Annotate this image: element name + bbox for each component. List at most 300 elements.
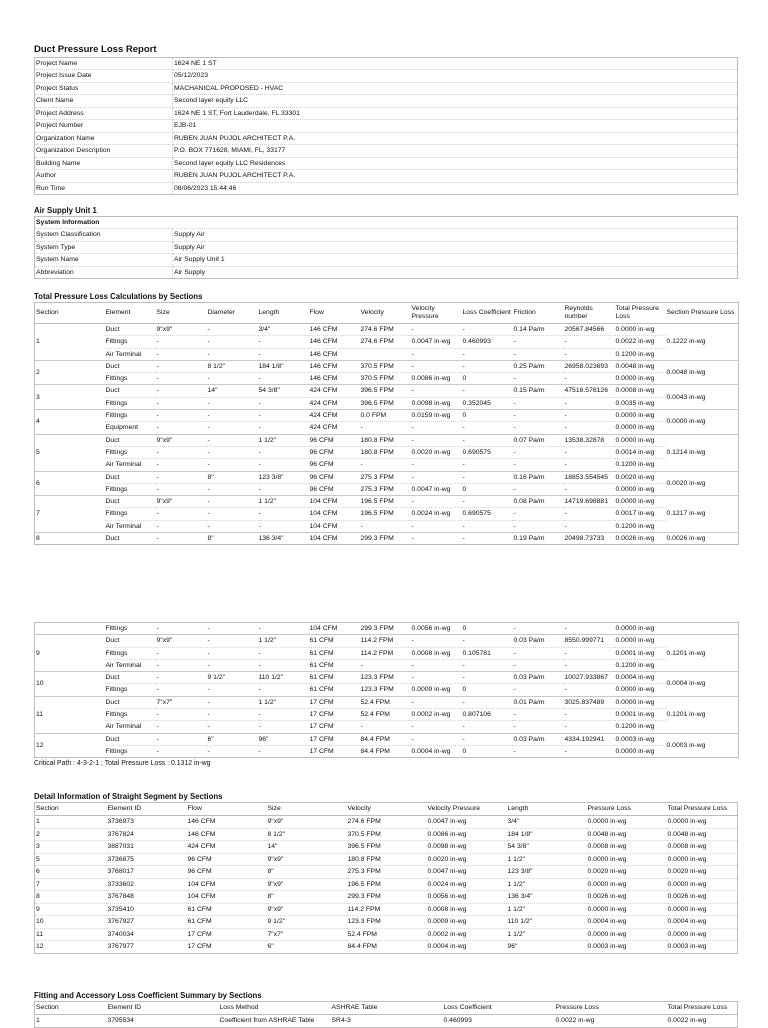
- table-row: [35, 434, 739, 446]
- table-cell: Fittings: [105, 684, 156, 696]
- report-title: Duct Pressure Loss Report: [34, 44, 157, 55]
- table-cell: 0.0020 in-wg: [587, 866, 667, 879]
- table-cell: 104 CFM: [187, 891, 267, 904]
- table-cell: -: [156, 385, 207, 397]
- table-cell: 6": [207, 733, 258, 745]
- table-cell: 84.4 FPM: [360, 733, 411, 745]
- column-header: Velocity Pressure: [427, 803, 507, 816]
- table-cell: -: [513, 659, 564, 671]
- table-cell: -: [411, 360, 462, 372]
- table-cell: 0.0047 in-wg: [427, 866, 507, 879]
- table-cell: 0.1200 in-wg: [615, 659, 666, 671]
- table-row: [35, 745, 739, 757]
- table-cell: -: [513, 422, 564, 434]
- table-cell: 8": [207, 471, 258, 483]
- table-cell: 7: [35, 878, 107, 891]
- table-cell: 424 CFM: [309, 385, 360, 397]
- table-cell: 3733602: [107, 878, 187, 891]
- kv-value: Second layer equity LLC: [173, 95, 738, 107]
- table-cell: [360, 348, 411, 360]
- kv-row: [35, 95, 738, 107]
- table-cell: 17 CFM: [309, 733, 360, 745]
- table-cell: 0.0000 in-wg: [615, 684, 666, 696]
- table-cell: 12: [35, 941, 107, 954]
- table-cell: 6: [35, 866, 107, 879]
- table-cell: 0.0159 in-wg: [411, 410, 462, 422]
- column-header: Total Pressure Loss: [615, 303, 666, 324]
- table-cell: -: [156, 533, 207, 545]
- table-cell: 0.0008 in-wg: [411, 647, 462, 659]
- kv-label: Project Number: [35, 120, 173, 132]
- kv-value: 05/12/2023: [173, 70, 738, 82]
- kv-value: 1624 NE 1 ST, Fort Lauderdale, FL 33301: [173, 107, 738, 119]
- table-cell: -: [513, 623, 564, 635]
- table-cell: 0.0009 in-wg: [427, 916, 507, 929]
- kv-value: Second layer equity LLC Residences: [173, 157, 738, 169]
- table-row: [35, 459, 739, 471]
- column-header: Friction: [513, 303, 564, 324]
- table-cell: -: [258, 659, 309, 671]
- table-cell: -: [258, 336, 309, 348]
- table-cell: Duct: [105, 471, 156, 483]
- kv-row: [35, 70, 738, 82]
- table-cell: 0.0035 in-wg: [615, 397, 666, 409]
- table-cell: -: [513, 721, 564, 733]
- kv-value: 08/06/2023 15:44:46: [173, 182, 738, 194]
- table-cell: 196.5 FPM: [347, 878, 427, 891]
- table-cell: -: [564, 745, 615, 757]
- column-header: Loss Coefficient: [462, 303, 513, 324]
- table-cell: -: [513, 446, 564, 458]
- table-cell: Air Terminal: [105, 520, 156, 532]
- table-cell: -: [156, 397, 207, 409]
- table-cell: 9"x9": [156, 496, 207, 508]
- table-row: [35, 733, 739, 745]
- table-cell: 0.0000 in-wg: [667, 878, 738, 891]
- table-cell: 96 CFM: [309, 434, 360, 446]
- table-cell: 0.0086 in-wg: [427, 828, 507, 841]
- table-cell: -: [564, 623, 615, 635]
- table-cell: -: [462, 721, 513, 733]
- table-cell: -: [258, 745, 309, 757]
- table-cell: 180.8 FPM: [360, 446, 411, 458]
- table-cell: 0.0 FPM: [360, 410, 411, 422]
- table-cell: 0: [462, 684, 513, 696]
- kv-row: [35, 266, 738, 278]
- table-cell: 14": [207, 385, 258, 397]
- column-header: Section: [35, 803, 107, 816]
- table-cell: 0.0000 in-wg: [615, 745, 666, 757]
- section-pressure-loss: 0.0004 in-wg: [666, 672, 739, 697]
- table-cell: Duct: [105, 733, 156, 745]
- table-cell: 0.15 Pa/m: [513, 385, 564, 397]
- section-number: 4: [35, 410, 105, 435]
- kv-label: Project Status: [35, 82, 173, 94]
- table-cell: SR4-3: [331, 1015, 443, 1028]
- table-cell: -: [462, 348, 513, 360]
- column-header: Element ID: [107, 1002, 219, 1015]
- table-cell: 96": [507, 941, 587, 954]
- table-cell: 0.0003 in-wg: [667, 941, 738, 954]
- table-cell: -: [207, 684, 258, 696]
- table-cell: -: [207, 745, 258, 757]
- table-cell: 0.0004 in-wg: [667, 916, 738, 929]
- table-cell: -: [156, 709, 207, 721]
- table-row: [35, 324, 739, 336]
- table-cell: 0.0024 in-wg: [411, 508, 462, 520]
- table-cell: -: [258, 446, 309, 458]
- table-cell: 96 CFM: [309, 459, 360, 471]
- table-cell: 0.0026 in-wg: [615, 533, 666, 545]
- table-cell: 184 1/8": [507, 828, 587, 841]
- table-cell: 52.4 FPM: [347, 928, 427, 941]
- table-cell: 104 CFM: [309, 520, 360, 532]
- table-cell: -: [207, 336, 258, 348]
- table-row: [35, 623, 739, 635]
- table-cell: 0.0000 in-wg: [587, 853, 667, 866]
- table-cell: 0.0048 in-wg: [615, 360, 666, 372]
- table-cell: 1 1/2": [258, 496, 309, 508]
- table-cell: 0.0000 in-wg: [667, 853, 738, 866]
- table-cell: 3767824: [107, 828, 187, 841]
- table-cell: -: [207, 348, 258, 360]
- table-row: [35, 709, 739, 721]
- table-cell: 0.0008 in-wg: [427, 903, 507, 916]
- table-cell: -: [207, 422, 258, 434]
- table-cell: 0.0020 in-wg: [667, 866, 738, 879]
- table-cell: 0: [462, 745, 513, 757]
- table-cell: 9"x9": [267, 878, 347, 891]
- table-cell: 1: [35, 1015, 107, 1028]
- table-cell: 0.0000 in-wg: [667, 928, 738, 941]
- table-cell: -: [156, 520, 207, 532]
- table-cell: 0.0000 in-wg: [615, 324, 666, 336]
- table-cell: 299.3 FPM: [360, 533, 411, 545]
- table-cell: -: [156, 348, 207, 360]
- table-cell: -: [156, 733, 207, 745]
- table-cell: -: [564, 336, 615, 348]
- table-cell: 96 CFM: [187, 866, 267, 879]
- table-row: [35, 1015, 738, 1028]
- column-header: Velocity Pressure: [411, 303, 462, 324]
- table-cell: 370.5 FPM: [360, 373, 411, 385]
- table-cell: -: [564, 348, 615, 360]
- table-cell: 13538.32878: [564, 434, 615, 446]
- table-row: [35, 446, 739, 458]
- kv-value: EJB-01: [173, 120, 738, 132]
- table-cell: 1 1/2": [507, 853, 587, 866]
- table-cell: 3767977: [107, 941, 187, 954]
- table-cell: -: [462, 496, 513, 508]
- table-cell: 61 CFM: [309, 659, 360, 671]
- section-number: 1: [35, 324, 105, 361]
- table-row: [35, 828, 738, 841]
- table-cell: 20567.84566: [564, 324, 615, 336]
- kv-label: Project Address: [35, 107, 173, 119]
- table-cell: Duct: [105, 635, 156, 647]
- table-cell: 3887031: [107, 841, 187, 854]
- table-cell: 47516.576126: [564, 385, 615, 397]
- table-cell: 0.0047 in-wg: [411, 483, 462, 495]
- kv-row: [35, 82, 738, 94]
- table-cell: 0.0000 in-wg: [615, 623, 666, 635]
- section-pressure-loss: 0.1201 in-wg: [666, 696, 739, 733]
- table-cell: -: [156, 471, 207, 483]
- table-cell: 0.0000 in-wg: [615, 434, 666, 446]
- table-cell: 61 CFM: [187, 916, 267, 929]
- table-cell: 123.3 FPM: [347, 916, 427, 929]
- table-cell: -: [207, 459, 258, 471]
- straight-segment-title: Detail Information of Straight Segment by Sections: [34, 792, 223, 801]
- table-cell: 0.0020 in-wg: [411, 446, 462, 458]
- table-cell: -: [207, 410, 258, 422]
- table-cell: -: [513, 709, 564, 721]
- table-cell: 17 CFM: [187, 928, 267, 941]
- system-section: [34, 205, 737, 279]
- table-cell: 0.03 Pa/m: [513, 635, 564, 647]
- table-cell: 9 1/2": [267, 916, 347, 929]
- section-pressure-loss: 0.0020 in-wg: [666, 471, 739, 496]
- table-cell: 136 3/4": [258, 533, 309, 545]
- table-cell: 0.0020 in-wg: [615, 471, 666, 483]
- table-cell: 0.0047 in-wg: [427, 816, 507, 829]
- table-cell: 0.690575: [462, 446, 513, 458]
- table-row: [35, 336, 739, 348]
- table-cell: 0.0098 in-wg: [411, 397, 462, 409]
- table-cell: 8": [267, 891, 347, 904]
- table-cell: 146 CFM: [309, 348, 360, 360]
- table-cell: 17 CFM: [309, 745, 360, 757]
- table-cell: 136 3/4": [507, 891, 587, 904]
- table-cell: -: [207, 508, 258, 520]
- table-cell: -: [207, 709, 258, 721]
- table-cell: 3025.837489: [564, 696, 615, 708]
- table-cell: Duct: [105, 533, 156, 545]
- table-cell: -: [156, 373, 207, 385]
- table-cell: -: [411, 496, 462, 508]
- table-cell: 2: [35, 828, 107, 841]
- table-cell: -: [513, 684, 564, 696]
- table-cell: 0.0000 in-wg: [615, 496, 666, 508]
- table-cell: -: [564, 446, 615, 458]
- table-cell: 0.0001 in-wg: [615, 709, 666, 721]
- column-header: Section: [35, 303, 105, 324]
- table-cell: 52.4 FPM: [360, 696, 411, 708]
- table-cell: 0.01 Pa/m: [513, 696, 564, 708]
- column-header: Pressure Loss: [587, 803, 667, 816]
- table-cell: 0.0022 in-wg: [555, 1015, 667, 1028]
- table-cell: -: [462, 733, 513, 745]
- table-cell: -: [156, 422, 207, 434]
- table-cell: -: [513, 483, 564, 495]
- total-loss-section: [34, 291, 737, 545]
- kv-label: System Name: [35, 254, 173, 266]
- total-loss-continued: [34, 622, 737, 769]
- kv-row: [35, 132, 738, 144]
- table-cell: 0.0000 in-wg: [587, 816, 667, 829]
- table-cell: 0.352045: [462, 397, 513, 409]
- table-cell: 9"x9": [267, 816, 347, 829]
- table-cell: 8 1/2": [267, 828, 347, 841]
- kv-header-row: [35, 217, 738, 229]
- table-cell: 17 CFM: [187, 941, 267, 954]
- column-header: Loss Method: [219, 1002, 331, 1015]
- column-header: Flow: [309, 303, 360, 324]
- table-cell: Fittings: [105, 623, 156, 635]
- table-cell: 96": [258, 733, 309, 745]
- table-cell: 146 CFM: [187, 828, 267, 841]
- table-cell: Air Terminal: [105, 348, 156, 360]
- table-cell: 1 1/2": [507, 878, 587, 891]
- table-row: [35, 471, 739, 483]
- table-cell: 123 3/8": [507, 866, 587, 879]
- table-cell: 54 3/8": [258, 385, 309, 397]
- table-cell: 10: [35, 916, 107, 929]
- column-header: ASHRAE Table: [331, 1002, 443, 1015]
- table-cell: -: [207, 635, 258, 647]
- table-cell: 5: [35, 853, 107, 866]
- table-cell: -: [207, 324, 258, 336]
- table-cell: 0.0000 in-wg: [615, 483, 666, 495]
- table-cell: 3736875: [107, 853, 187, 866]
- table-cell: 0.0000 in-wg: [667, 816, 738, 829]
- table-cell: 274.6 FPM: [360, 324, 411, 336]
- table-row: [35, 647, 739, 659]
- table-cell: 84.4 FPM: [347, 941, 427, 954]
- table-cell: 274.6 FPM: [347, 816, 427, 829]
- table-cell: -: [207, 373, 258, 385]
- table-cell: -: [462, 360, 513, 372]
- table-cell: 7"x7": [156, 696, 207, 708]
- table-cell: Duct: [105, 696, 156, 708]
- table-cell: 0: [462, 483, 513, 495]
- table-row: [35, 533, 739, 545]
- table-cell: Fittings: [105, 336, 156, 348]
- table-cell: 0.1200 in-wg: [615, 520, 666, 532]
- total-loss-title: Total Pressure Loss Calculations by Sections: [34, 292, 203, 301]
- table-cell: -: [360, 520, 411, 532]
- table-cell: -: [564, 709, 615, 721]
- table-cell: -: [462, 696, 513, 708]
- table-cell: 9"x9": [156, 434, 207, 446]
- table-cell: -: [156, 672, 207, 684]
- table-cell: -: [258, 721, 309, 733]
- table-row: [35, 385, 739, 397]
- table-cell: 123.3 FPM: [360, 672, 411, 684]
- table-cell: 104 CFM: [309, 533, 360, 545]
- table-cell: 146 CFM: [309, 324, 360, 336]
- table-cell: -: [411, 385, 462, 397]
- section-number: 5: [35, 434, 105, 471]
- table-cell: 196.5 FPM: [360, 496, 411, 508]
- section-pressure-loss: 0.0003 in-wg: [666, 733, 739, 758]
- table-cell: Fittings: [105, 508, 156, 520]
- kv-row: [35, 120, 738, 132]
- table-cell: 14": [267, 841, 347, 854]
- table-cell: 0.25 Pa/m: [513, 360, 564, 372]
- kv-label: Project Issue Date: [35, 70, 173, 82]
- table-cell: -: [207, 483, 258, 495]
- table-cell: 1 1/2": [258, 434, 309, 446]
- kv-row: [35, 58, 738, 70]
- table-cell: 0.0004 in-wg: [615, 672, 666, 684]
- table-cell: 104 CFM: [187, 878, 267, 891]
- table-cell: 8550.999771: [564, 635, 615, 647]
- table-cell: -: [258, 459, 309, 471]
- table-cell: -: [207, 721, 258, 733]
- table-cell: -: [462, 324, 513, 336]
- table-cell: -: [513, 459, 564, 471]
- table-row: [35, 941, 738, 954]
- table-cell: 0.0002 in-wg: [411, 709, 462, 721]
- table-cell: 52.4 FPM: [360, 709, 411, 721]
- table-cell: 196.5 FPM: [360, 508, 411, 520]
- table-cell: 0.0020 in-wg: [427, 853, 507, 866]
- kv-row: [35, 182, 738, 194]
- kv-row: [35, 229, 738, 241]
- table-row: [35, 903, 738, 916]
- table-cell: -: [513, 397, 564, 409]
- kv-label: Building Name: [35, 157, 173, 169]
- table-cell: -: [513, 647, 564, 659]
- table-cell: Duct: [105, 672, 156, 684]
- table-cell: -: [411, 422, 462, 434]
- table-cell: -: [462, 659, 513, 671]
- table-cell: 104 CFM: [309, 508, 360, 520]
- table-cell: -: [462, 520, 513, 532]
- table-cell: 0.0014 in-wg: [615, 446, 666, 458]
- table-cell: 9 1/2": [207, 672, 258, 684]
- table-row: [35, 928, 738, 941]
- table-cell: Fittings: [105, 709, 156, 721]
- table-cell: -: [258, 348, 309, 360]
- table-row: [35, 422, 739, 434]
- table-cell: 3768017: [107, 866, 187, 879]
- table-cell: 61 CFM: [309, 635, 360, 647]
- table-row: [35, 508, 739, 520]
- column-header: Size: [156, 303, 207, 324]
- table-cell: -: [513, 373, 564, 385]
- kv-label: Organization Description: [35, 145, 173, 157]
- table-row: [35, 916, 738, 929]
- column-header: Total Pressure Loss: [667, 803, 738, 816]
- table-cell: 110 1/2": [507, 916, 587, 929]
- table-row: [35, 659, 739, 671]
- table-cell: -: [411, 520, 462, 532]
- section-number: 3: [35, 385, 105, 410]
- table-row: [35, 496, 739, 508]
- table-cell: -: [411, 721, 462, 733]
- section-number: 10: [35, 672, 105, 697]
- table-cell: 0.0004 in-wg: [587, 916, 667, 929]
- section-pressure-loss: 0.1214 in-wg: [666, 434, 739, 471]
- table-cell: 123 3/8": [258, 471, 309, 483]
- table-cell: 0.0000 in-wg: [615, 422, 666, 434]
- table-cell: -: [207, 659, 258, 671]
- table-cell: Duct: [105, 360, 156, 372]
- fitting-section: [34, 990, 737, 1028]
- table-row: [35, 721, 739, 733]
- table-cell: 110 1/2": [258, 672, 309, 684]
- section-pressure-loss: 0.0043 in-wg: [666, 385, 739, 410]
- table-cell: -: [258, 508, 309, 520]
- table-cell: -: [513, 745, 564, 757]
- table-cell: 424 CFM: [309, 410, 360, 422]
- project-info-section: [34, 57, 737, 195]
- table-cell: 18853.554545: [564, 471, 615, 483]
- table-row: [35, 672, 739, 684]
- table-cell: -: [360, 659, 411, 671]
